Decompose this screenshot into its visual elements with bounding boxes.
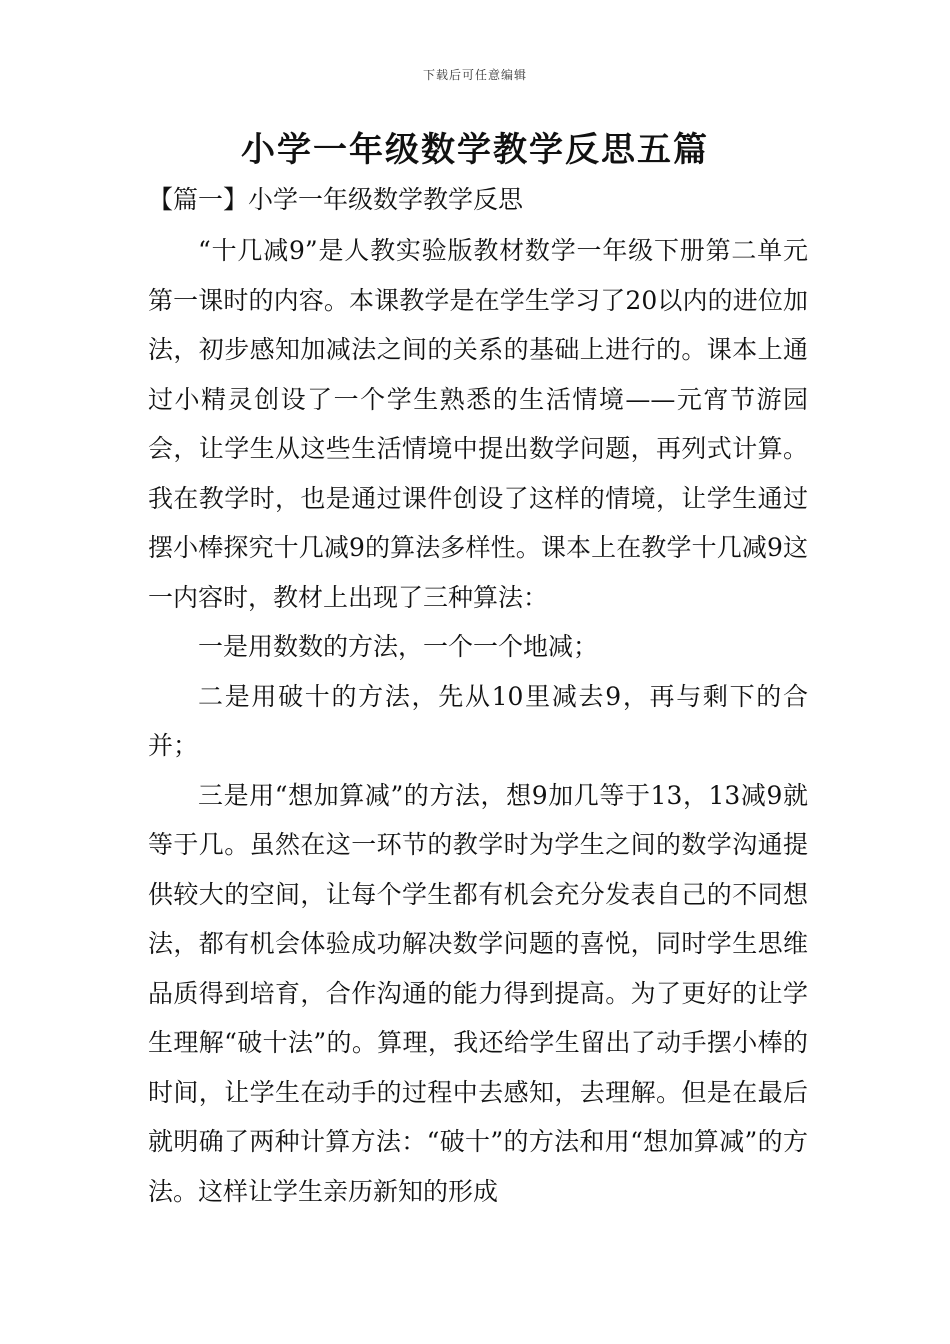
paragraph: “十几减9”是人教实验版教材数学一年级下册第二单元第一课时的内容。本课教学是在学生学习了20以内的进位加法，初步感知加减法之间的关系的基础上进行的。课本上通过小精灵创设了一个学生熟悉的生活情境——元宵节游园会，让学生从这些生活情境中提出数学问题，再列式计算。我在教学时，也是通过课件创设了这样的情境，让学生通过摆小棒探究十几减9的算法多样性。课本上在教学十几减9这一内容时，教材上出现了三种算法：: [148, 236, 808, 612]
header-note: 下载后可任意编辑: [422, 68, 527, 82]
paragraph: 一是用数数的方法，一个一个地减；: [198, 632, 599, 661]
body-text: [148, 226, 808, 1216]
document-title: 小学一年级数学教学反思五篇: [241, 130, 709, 170]
paragraph: 二是用破十的方法，先从10里减去9，再与剩下的合并；: [148, 681, 808, 760]
section-heading: 【篇一】小学一年级数学教学反思: [148, 185, 524, 214]
paragraph: 三是用“想加算减”的方法，想9加几等于13，13减9就等于几。虽然在这一环节的教学时为学生之间的数学沟通提供较大的空间，让每个学生都有机会充分发表自己的不同想法，都有机会体验成功解决数学问题的喜悦，同时学生思维品质得到培育，合作沟通的能力得到提高。为了更好的让学生理解“破十法”的。算理，我还给学生留出了动手摆小棒的时间，让学生在动手的过程中去感知，去理解。但是在最后就明确了两种计算方法：“破十”的方法和用“想加算减”的方法。这样让学生亲历新知的形成: [148, 780, 808, 1206]
